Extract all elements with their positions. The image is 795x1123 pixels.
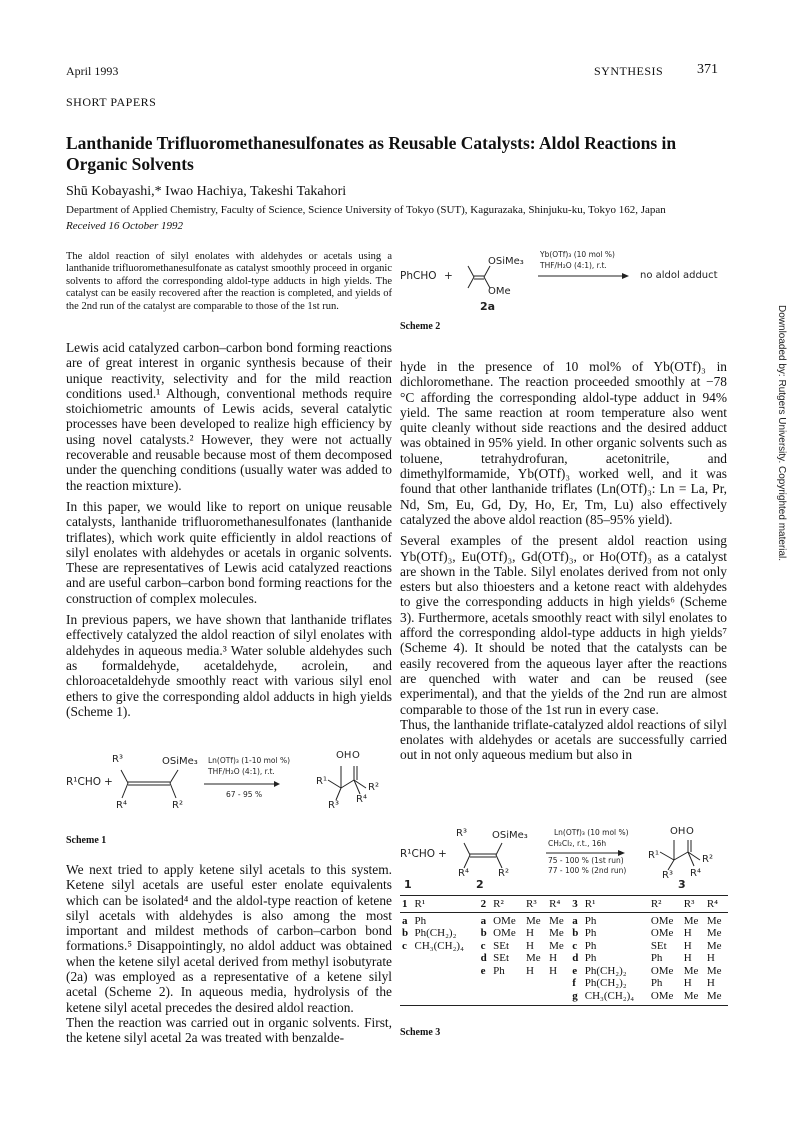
table-cell: [491, 977, 524, 990]
table-cell: H: [526, 939, 534, 952]
table-cell: Ph(CH₂)₂: [584, 977, 627, 989]
table-cell: H: [526, 927, 534, 939]
table-cell: Me: [706, 989, 722, 1002]
table-cell: H: [706, 977, 715, 989]
scheme-3-silyl: OSiMe₃: [492, 830, 528, 841]
table-cell: OMe: [650, 927, 674, 939]
left-column-bottom: [66, 862, 392, 1052]
scheme-3-aldehyde: R¹CHO: [400, 848, 435, 860]
scheme-1-silyl: OSiMe₃: [162, 756, 198, 767]
table-cell: d: [572, 952, 579, 964]
table-cell: [491, 990, 524, 1003]
scheme-2-methoxy: OMe: [488, 286, 511, 297]
scheme-3-prod-r2: R²: [702, 854, 713, 865]
scheme-3-plus: +: [438, 848, 447, 860]
authors: Shū Kobayashi,* Iwao Hachiya, Takeshi Takahori: [66, 184, 347, 199]
table-cell: Me: [549, 914, 564, 927]
table-cell: CH₃(CH₂)₄: [414, 939, 464, 952]
scheme-1-figure: [66, 748, 392, 818]
paragraph: Thus, the lanthanide triflate-catalyzed aldol reactions of silyl enolates with aldehydes or acetals are successfully carried out in not only aqueous medium but also in: [400, 716, 727, 763]
table-cell: Me: [549, 927, 564, 939]
scheme-1-prod-r1: R¹: [316, 776, 327, 787]
scheme-3-yield-2nd: 77 - 100 % (2nd run): [548, 866, 627, 875]
issue-date: April 1993: [66, 64, 119, 78]
table-cell: Me: [526, 952, 541, 964]
table-cell: [547, 990, 570, 1003]
scheme-3-cond-solvent: CH₂Cl₂, r.t., 16h: [548, 839, 607, 848]
paragraph: Then the reaction was carried out in organic solvents. First, the ketene silyl acetal 2a was treated with benzalde-: [66, 1014, 392, 1046]
table-row: [400, 952, 728, 965]
table-cell: H: [683, 977, 692, 989]
scheme-1-prod-r4: R⁴: [356, 794, 367, 805]
table-header: R¹: [584, 898, 596, 910]
scheme-3-oh: OH: [670, 826, 686, 837]
table-cell: b: [572, 927, 579, 939]
scheme-1-aldehyde: R¹CHO: [66, 776, 101, 788]
section-label: SHORT PAPERS: [66, 95, 157, 109]
table-cell: SEt: [650, 939, 667, 952]
table-cell: Me: [683, 914, 699, 927]
table-cell: Ph: [414, 914, 427, 927]
affiliation: Department of Applied Chemistry, Faculty of Science, Science University of Tokyo (SUT), Kagurazaka, Shinjuku-ku, Tokyo 162, Japan: [66, 204, 666, 216]
table-header: 2: [480, 898, 487, 910]
table-cell: Me: [706, 914, 722, 927]
table-header: R³: [683, 898, 695, 910]
download-notice: [775, 305, 789, 735]
scheme-2-compound-label: 2a: [480, 300, 496, 313]
scheme-1-caption: Scheme 1: [66, 835, 107, 846]
table-cell: Me: [683, 989, 699, 1002]
table-cell: [547, 977, 570, 990]
table-row: [400, 990, 728, 1003]
table-cell: Ph: [584, 914, 597, 927]
table-cell: OMe: [650, 914, 674, 927]
table-cell: [479, 990, 492, 1003]
table-bottom-rule: [400, 1005, 728, 1006]
scheme-2-caption: Scheme 2: [400, 321, 441, 332]
table-cell: a: [402, 914, 408, 927]
page-number: 371: [697, 62, 718, 77]
table-cell: a: [480, 914, 487, 927]
scheme-3-num-2: 2: [476, 878, 484, 891]
table-cell: H: [683, 952, 692, 964]
table-cell: [413, 977, 479, 990]
table-cell: H: [706, 952, 715, 964]
right-column: [400, 359, 727, 769]
scheme-3-prod-r4: R⁴: [690, 868, 701, 879]
scheme-3-table: [400, 898, 728, 1002]
table-cell: b: [402, 927, 409, 939]
paragraph: Several examples of the present aldol reaction using Yb(OTf)₃, Eu(OTf)₃, Gd(OTf)₃, or Ho(OTf)₃ as a catalyst are shown in the Table. Silyl enolates derived from not only esters but also thioesters and a ketone react with aldehydes to give the corresponding adducts in high yields⁶ (Scheme 3). Furthermore, acetals smoothly react with silyl enolates to afford the corresponding aldol-type adducts in high yields⁷ (Scheme 4). It should be noted that the catalysts can be easily recovered from the aqueous layer after the reactions are quenched with water and can be reused (see experimental), and that the yields of the 2nd run are almost comparable to those of the 1st run in every case.: [400, 533, 727, 717]
table-cell: [400, 990, 413, 1003]
scheme-1-cond-solvent: THF/H₂O (4:1), r.t.: [208, 767, 275, 776]
table-cell: H: [549, 964, 558, 977]
scheme-3-r3: R³: [456, 828, 467, 839]
scheme-3-prod-r3: R³: [662, 870, 673, 881]
scheme-3-yield-1st: 75 - 100 % (1st run): [548, 856, 624, 865]
scheme-3-r2: R²: [498, 868, 509, 879]
left-column-top: [66, 340, 392, 725]
table-cell: SEt: [493, 939, 510, 952]
table-cell: f: [572, 977, 576, 989]
table-header: R¹: [414, 898, 426, 910]
table-cell: OMe: [650, 989, 674, 1002]
scheme-1-plus: +: [104, 776, 113, 788]
table-cell: H: [683, 927, 692, 939]
table-cell: c: [402, 939, 407, 952]
table-row: [400, 927, 728, 940]
scheme-3-num-1: 1: [404, 878, 412, 891]
table-cell: [413, 965, 479, 978]
table-header: 3: [572, 898, 578, 910]
table-cell: H: [683, 939, 692, 952]
scheme-1-yield: 67 - 95 %: [226, 790, 263, 799]
scheme-3-cond-catalyst: Ln(OTf)₃ (10 mol %): [554, 828, 629, 837]
scheme-1-cond-catalyst: Ln(OTf)₃ (1-10 mol %): [208, 756, 291, 765]
table-header: R²: [650, 898, 662, 910]
table-cell: H: [526, 964, 534, 977]
scheme-2-plus: +: [444, 270, 453, 282]
table-cell: [413, 990, 479, 1003]
scheme-2-product: no aldol adduct: [640, 270, 718, 281]
table-cell: OMe: [650, 964, 674, 977]
scheme-2-figure: [400, 250, 730, 312]
table-row: [400, 977, 728, 990]
table-cell: b: [480, 927, 487, 939]
scheme-3-figure: [400, 826, 730, 890]
table-cell: c: [480, 939, 486, 952]
table-cell: Ph: [650, 952, 663, 964]
table-cell: [479, 977, 492, 990]
table-row: [400, 965, 728, 978]
table-cell: Ph: [584, 939, 597, 952]
paragraph: Lewis acid catalyzed carbon–carbon bond forming reactions are of great interest in organic synthesis because of their unique reactivity, selectivity and for the mild reaction conditions used.¹ Although, conventional methods require stoichiometric amounts of Lewis acids, several catalytic processes have been developed to realize high efficiency by using novel catalysts.² However, they were not actually recoverable and reusable because most of them decomposed under the quenching conditions (usually water was added to the reaction mixture).: [66, 340, 392, 493]
scheme-2-aldehyde: PhCHO: [400, 270, 437, 282]
scheme-2-silyl: OSiMe₃: [488, 256, 524, 267]
scheme-1-r2: R²: [172, 800, 183, 811]
article-title: Lanthanide Trifluoromethanesulfonates as Reusable Catalysts: Aldol Reactions in Organic Solvents: [66, 133, 677, 174]
table-cell: [524, 990, 547, 1003]
table-cell: Ph: [584, 952, 597, 964]
table-header: R⁴: [549, 898, 561, 910]
scheme-3-r4: R⁴: [458, 868, 469, 879]
scheme-1-r4: R⁴: [116, 800, 127, 811]
scheme-3-caption: Scheme 3: [400, 1027, 441, 1038]
scheme-1-r3: R³: [112, 754, 123, 765]
table-cell: Me: [526, 914, 541, 927]
received-date: Received 16 October 1992: [66, 220, 183, 232]
table-top-rule: [400, 895, 728, 896]
table-cell: Ph(CH₂)₂: [414, 927, 457, 939]
table-cell: Me: [706, 927, 722, 939]
table-cell: H: [549, 952, 558, 964]
table-header: 1: [402, 898, 408, 910]
table-cell: d: [480, 952, 487, 964]
table-cell: Me: [706, 964, 722, 977]
paragraph: In previous papers, we have shown that lanthanide triflates effectively catalyzed the aldol reaction of silyl enolates with aldehydes in aqueous media.³ Water soluble aldehydes such as formaldehyde, acetaldehyde, acrolein, and chloroacetaldehyde smoothly react with various silyl enol ethers to give the corresponding aldol adducts in high yields (Scheme 1).: [66, 612, 392, 719]
table-cell: [400, 952, 413, 965]
scheme-3-num-3: 3: [678, 878, 686, 891]
journal-name: SYNTHESIS: [594, 64, 664, 78]
table-cell: Ph: [584, 927, 597, 939]
scheme-3-o: O: [686, 826, 694, 837]
table-cell: e: [572, 964, 578, 977]
table-row: [400, 915, 728, 928]
paragraph: In this paper, we would like to report on unique reusable catalysts, lanthanide trifluoromethanesulfonates (lanthanide triflates), which work quite efficiently in aldol reactions of silyl enolates with aldehydes or acetals in organic solvents. These are representatives of Lewis acid catalyzed reactions and are useful carbon–carbon bond forming reactions for the construction of complex molecules.: [66, 498, 392, 606]
table-cell: [400, 965, 413, 978]
table-header: R²: [493, 898, 504, 910]
table-cell: a: [572, 914, 578, 927]
table-cell: Me: [683, 964, 699, 977]
table-cell: SEt: [493, 952, 510, 964]
scheme-2-cond-solvent: THF/H₂O (4:1), r.t.: [540, 261, 607, 270]
paragraph: We next tried to apply ketene silyl acetals to this system. Ketene silyl acetals are useful ester enolate equivalents which can be isolated⁴ and the aldol-type reaction of ketene silyl acetals with aldehydes is also among the most important and mildest methods of carbon–carbon bond formations.⁵ Disappointingly, no aldol adduct was obtained when the ketene silyl acetal derived from methyl isobutyrate (2a) was employed as a representative of a ketene silyl acetal (Scheme 2). In aqueous media, hydrolysis of the ketene silyl acetal precedes the desired aldol reaction.: [66, 862, 392, 1015]
scheme-3-prod-r1: R¹: [648, 850, 659, 861]
table-cell: Ph: [493, 964, 505, 977]
table-row: [400, 940, 728, 953]
scheme-3-table-wrapper: [400, 895, 728, 1006]
download-notice-text: Downloaded by: Rutgers University. Copyrighted material.: [776, 305, 787, 562]
table-cell: Ph(CH₂)₂: [584, 964, 627, 977]
scheme-1-prod-r2: R²: [368, 782, 379, 793]
table-header-rule: [400, 912, 728, 913]
table-cell: [413, 952, 479, 965]
table-cell: Me: [549, 939, 564, 952]
table-cell: OMe: [493, 927, 516, 939]
table-cell: e: [480, 964, 486, 977]
table-header-row: [400, 898, 728, 911]
table-cell: CH₃(CH₂)₄: [584, 989, 635, 1002]
table-cell: OMe: [493, 914, 516, 927]
table-header: R⁴: [706, 898, 718, 910]
scheme-2-cond-catalyst: Yb(OTf)₃ (10 mol %): [540, 250, 615, 259]
paragraph: hyde in the presence of 10 mol% of Yb(OTf)₃ in dichloromethane. The reaction proceeded smoothly at −78 °C affording the corresponding aldol-type adduct in 94% yield. The same reaction at room temperature also went quite cleanly without side reactions and the desired adduct was obtained in 95% yield. In other organic solvents such as toluene, tetrahydrofuran, acetonitrile, and dimethylformamide, Yb(OTf)₃ worked well, and it was found that other lanthanide triflates (Ln(OTf)₃: Ln = La, Pr, Nd, Sm, Eu, Gd, Dy, Ho, Er, Tm, Lu) also effectively catalyzed the above aldol reaction (85–95% yield).: [400, 359, 727, 527]
table-cell: Me: [706, 939, 722, 952]
table-cell: g: [572, 989, 578, 1002]
table-cell: [400, 977, 413, 990]
abstract: The aldol reaction of silyl enolates with aldehydes or acetals using a lanthanide trifluoromethanesulfonate as catalyst smoothly proceed in organic solvents to afford the corresponding aldol-type adducts in high yields. The catalyst can be easily recovered after the reaction is completed, and yields of the 2nd run of the catalyst are comparable to those of the 1st run.: [66, 251, 392, 312]
table-header: R³: [526, 898, 537, 910]
scheme-1-o: O: [352, 750, 360, 761]
scheme-1-prod-r3: R³: [328, 800, 339, 811]
table-cell: Ph: [650, 977, 663, 989]
scheme-1-oh: OH: [336, 750, 352, 761]
table-cell: c: [572, 939, 578, 952]
table-cell: [524, 977, 547, 990]
